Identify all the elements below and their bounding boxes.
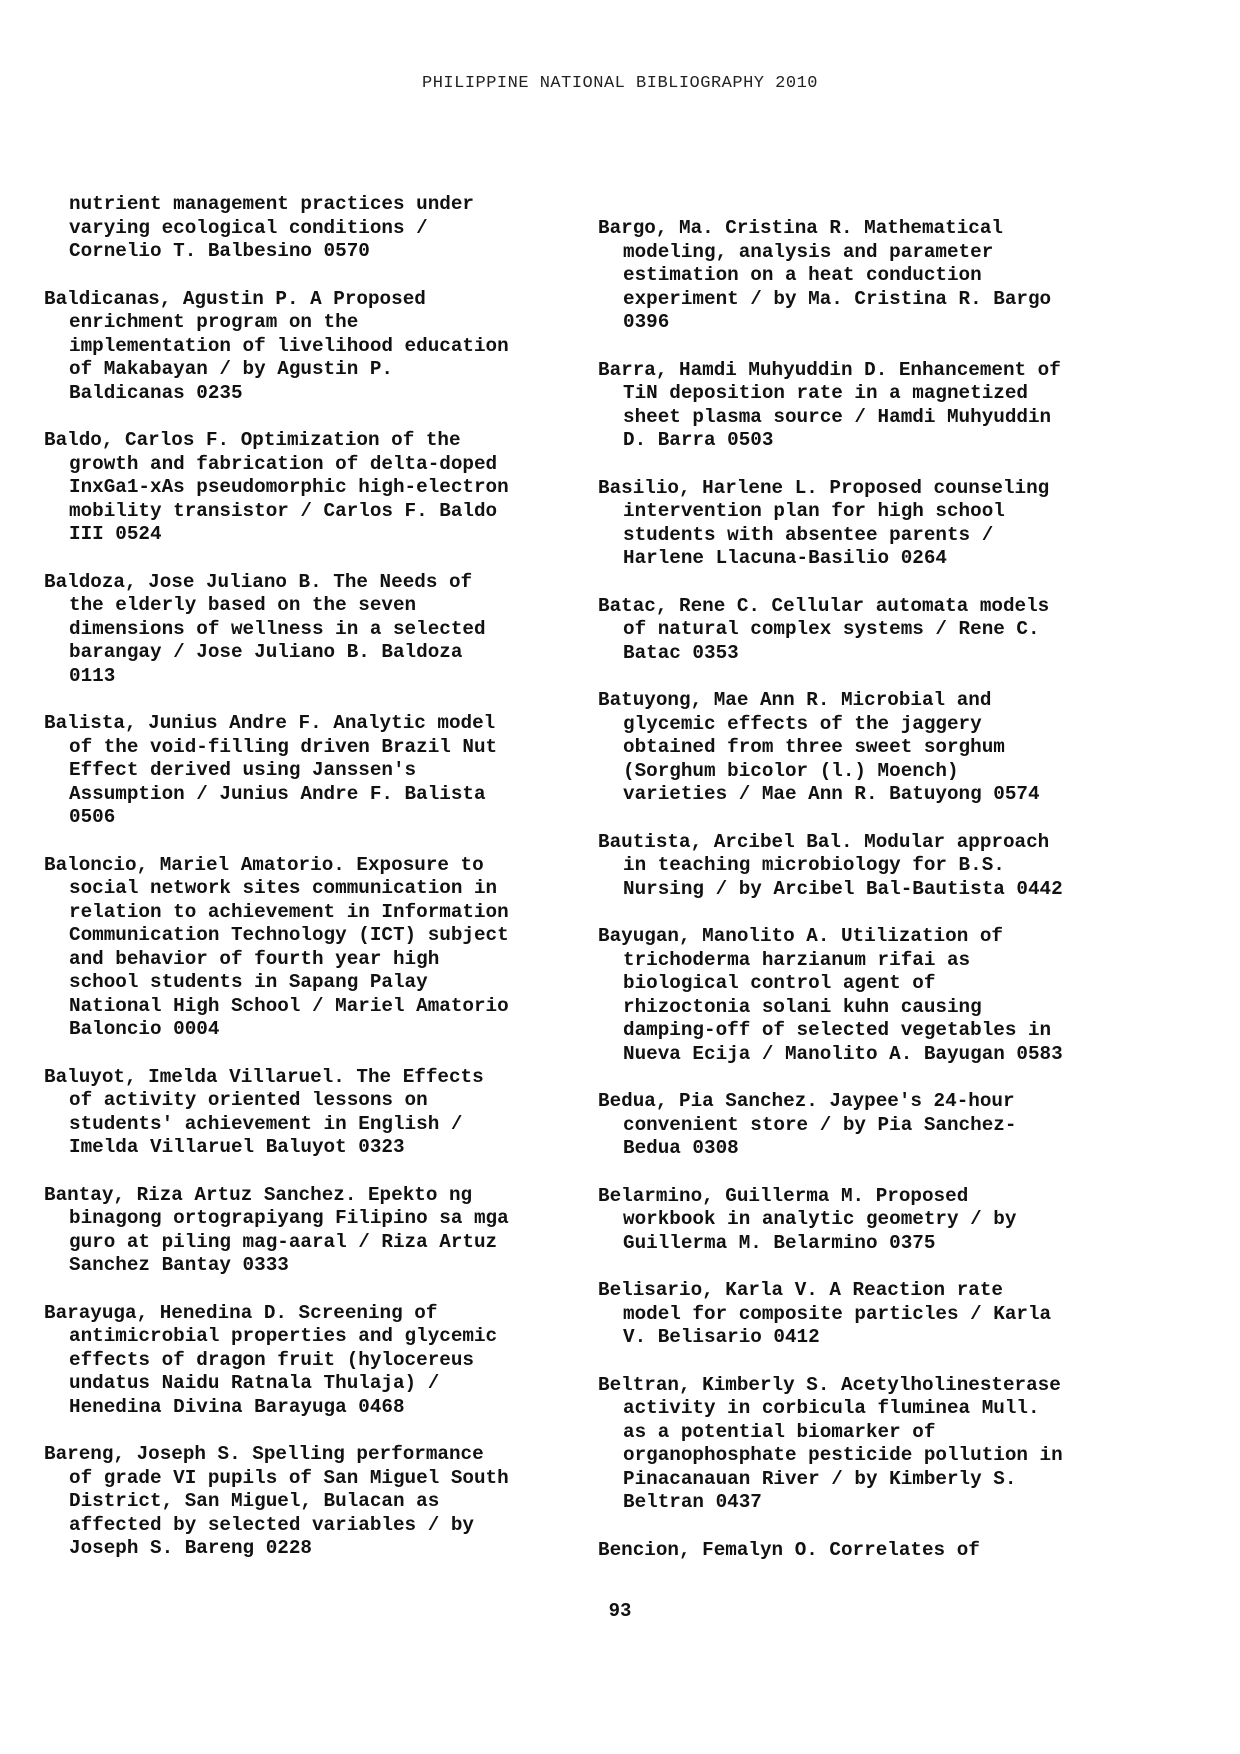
bibliography-entry: Batuyong, Mae Ann R. Microbial and glycemic effects of the jaggery obtained from three sweet sorghum (Sorghum bicolor (l.) Moench) varieties / Mae Ann R. Batuyong 0574 [598,689,1040,805]
bibliography-entry: Beltran, Kimberly S. Acetylholinesterase activity in corbicula fluminea Mull. as a potential biomarker of organophosphate pesticide pollution in Pinacanauan River / by Kimberly S. Beltran 0437 [598,1373,1063,1513]
bibliography-entry: Batac, Rene C. Cellular automata models of natural complex systems / Rene C. Batac 0353 [598,594,1050,664]
bibliography-entry: Baldoza, Jose Juliano B. The Needs of the elderly based on the seven dimensions of wellness in a selected barangay / Jose Juliano B. Baldoza 0113 [44,570,486,687]
bibliography-entry: Baldicanas, Agustin P. A Proposed enrichment program on the implementation of livelihood education of Makabayan / by Agustin P. Baldicanas 0235 [44,287,509,404]
right-column [598,217,1118,1586]
bibliography-entry: Belarmino, Guillerma M. Proposed workbook in analytic geometry / by Guillerma M. Belarmino 0375 [598,1184,1017,1254]
bibliography-entry: Bargo, Ma. Cristina R. Mathematical modeling, analysis and parameter estimation on a heat conduction experiment / by Ma. Cristina R. Bargo 0396 [598,217,1052,333]
bibliography-entry: Baluyot, Imelda Villaruel. The Effects of activity oriented lessons on students' achievement in English / Imelda Villaruel Baluyot 0323 [44,1065,484,1158]
bibliography-entry: Barayuga, Henedina D. Screening of antimicrobial properties and glycemic effects of dragon fruit (hylocereus undatus Naidu Ratnala Thulaja) / Henedina Divina Barayuga 0468 [44,1301,498,1418]
bibliography-entry: Barra, Hamdi Muhyuddin D. Enhancement of TiN deposition rate in a magnetized sheet plasma source / Hamdi Muhyuddin D. Barra 0503 [598,358,1061,451]
bibliography-entry: nutrient management practices under varying ecological conditions / Cornelio T. Balbesino 0570 [69,193,474,262]
bibliography-entry: Belisario, Karla V. A Reaction rate model for composite particles / Karla V. Belisario 0412 [598,1279,1052,1348]
bibliography-entry: Bencion, Femalyn O. Correlates of [598,1538,980,1561]
bibliography-entry: Bautista, Arcibel Bal. Modular approach in teaching microbiology for B.S. Nursing / by Arcibel Bal-Bautista 0442 [598,830,1063,900]
bibliography-entry: Baloncio, Mariel Amatorio. Exposure to social network sites communication in relation to achievement in Information Communication Technology (ICT) subject and behavior of fourth year high school students in Sapang Palay National High School / Mariel Amatorio Baloncio 0004 [44,853,509,1040]
bibliography-entry: Bantay, Riza Artuz Sanchez. Epekto ng binagong ortograpiyang Filipino sa mga guro at piling mag-aaral / Riza Artuz Sanchez Bantay 0333 [44,1183,509,1276]
bibliography-entry: Bayugan, Manolito A. Utilization of trichoderma harzianum rifai as biological control agent of rhizoctonia solani kuhn causing damping-off of selected vegetables in Nueva Ecija / Manolito A. Bayugan 0583 [598,925,1063,1065]
bibliography-entry: Bareng, Joseph S. Spelling performance of grade VI pupils of San Miguel South District, San Miguel, Bulacan as affected by selected variables / by Joseph S. Bareng 0228 [44,1443,509,1559]
bibliography-entry: Bedua, Pia Sanchez. Jaypee's 24-hour convenient store / by Pia Sanchez- Bedua 0308 [598,1090,1017,1159]
left-column [44,193,564,1585]
running-header: PHILIPPINE NATIONAL BIBLIOGRAPHY 2010 [422,74,818,93]
page-number: 93 [608,1600,632,1622]
bibliography-entry: Balista, Junius Andre F. Analytic model of the void-filling driven Brazil Nut Effect derived using Janssen's Assumption / Junius Andre F. Balista 0506 [44,712,498,828]
bibliography-entry: Basilio, Harlene L. Proposed counseling intervention plan for high school students with absentee parents / Harlene Llacuna-Basilio 0264 [598,476,1050,569]
bibliography-entry: Baldo, Carlos F. Optimization of the growth and fabrication of delta-doped InxGa1-xAs pseudomorphic high-electron mobility transistor / Carlos F. Baldo III 0524 [44,429,509,545]
